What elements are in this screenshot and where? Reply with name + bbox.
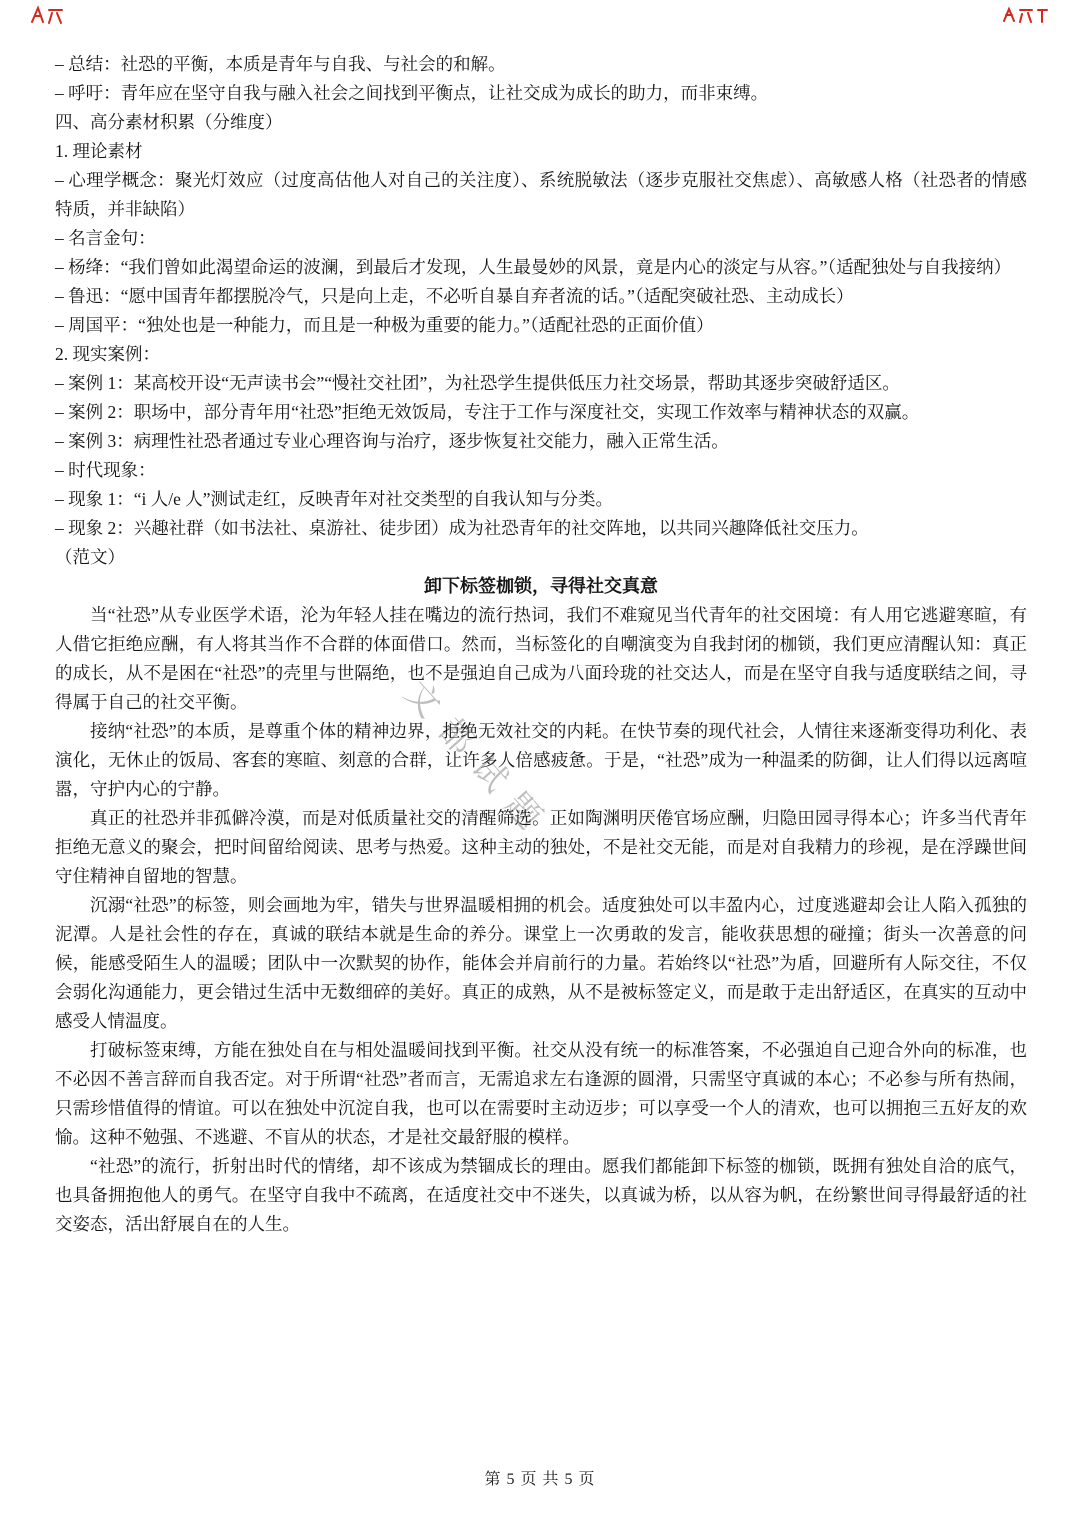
page-footer: 第 5 页 共 5 页 (484, 1471, 596, 1488)
outline-line-trends-label: – 时代现象： (55, 460, 156, 480)
subheading-cases: 2. 现实案例： (55, 344, 160, 364)
essay-label: （范文） (55, 547, 125, 567)
essay-paragraph-6: “社恐”的流行，折射出时代的情绪，却不该成为禁锢成长的理由。愿我们都能卸下标签的枷锁，既拥有独处自洽的底气，也具备拥抱他人的勇气。在坚守自我中不疏离，在适度社交中不迷失，以真诚为桥，以从容为帆，在纷繁世间寻得最舒适的社交姿态，活出舒展自在的人生。 (55, 1156, 1027, 1234)
essay-paragraph-5: 打破标签束缚，方能在独处自在与相处温暖间找到平衡。社交从没有统一的标准答案，不必强迫自己迎合外向的标准，也不必因不善言辞而自我否定。对于所谓“社恐”者而言，无需追求左右逢源的圆滑，只需坚守真诚的本心；不必参与所有热闹，只需珍惜值得的情谊。可以在独处中沉淀自我，也可以在需要时主动迈步；可以享受一个人的清欢，也可以拥抱三五好友的欢愉。这种不勉强、不逃避、不盲从的状态，才是社交最舒服的模样。 (55, 1040, 1027, 1147)
essay-paragraph-4: 沉溺“社恐”的标签，则会画地为牢，错失与世界温暖相拥的机会。适度独处可以丰盈内心，过度逃避却会让人陷入孤独的泥潭。人是社会性的存在，真诚的联结本就是生命的养分。课堂上一次勇敢的发言，能收获思想的碰撞；街头一次善意的问候，能感受陌生人的温暖；团队中一次默契的协作，能体会并肩前行的力量。若始终以“社恐”为盾，回避所有人际交往，不仅会弱化沟通能力，更会错过生活中无数细碎的美好。真正的成熟，从不是被标签定义，而是敢于走出舒适区，在真实的互动中感受人情温度。 (55, 895, 1027, 1031)
red-stamp-mark-right-icon (1000, 4, 1050, 33)
essay-paragraph-2: 接纳“社恐”的本质，是尊重个体的精神边界，拒绝无效社交的内耗。在快节奏的现代社会，人情往来逐渐变得功利化、表演化，无休止的饭局、客套的寒暄、刻意的合群，让许多人倍感疲惫。于是，“社恐”成为一种温柔的防御，让人们得以远离喧嚣，守护内心的宁静。 (55, 721, 1027, 799)
outline-line-quote-zhouguoping: – 周国平：“独处也是一种能力，而且是一种极为重要的能力。”（适配社恐的正面价值） (55, 315, 714, 335)
outline-line-trend1: – 现象 1：“i 人/e 人”测试走红，反映青年对社交类型的自我认知与分类。 (55, 489, 614, 509)
outline-line-summary: – 总结：社恐的平衡，本质是青年与自我、与社会的和解。 (55, 54, 506, 74)
essay-paragraph-1: 当“社恐”从专业医学术语，沦为年轻人挂在嘴边的流行热词，我们不难窥见当代青年的社交困境：有人用它逃避寒暄，有人借它拒绝应酬，有人将其当作不合群的体面借口。然而，当标签化的自嘲演变为自我封闭的枷锁，我们更应清醒认知：真正的成长，从不是困在“社恐”的壳里与世隔绝，也不是强迫自己成为八面玲珑的社交达人，而是在坚守自我与适度联结之间，寻得属于自己的社交平衡。 (55, 605, 1027, 712)
outline-line-quote-yangjiang: – 杨绛：“我们曾如此渴望命运的波澜，到最后才发现，人生最曼妙的风景，竟是内心的淡定与从容。”（适配独处与自我接纳） (55, 257, 1012, 277)
watermark: 文都试题 (397, 674, 559, 849)
subheading-theory: 1. 理论素材 (55, 141, 143, 161)
outline-line-case2: – 案例 2：职场中，部分青年用“社恐”拒绝无效饭局，专注于工作与深度社交，实现工作效率与精神状态的双赢。 (55, 402, 920, 422)
document-content (55, 50, 1027, 1239)
outline-line-case3: – 案例 3：病理性社恐者通过专业心理咨询与治疗，逐步恢复社交能力，融入正常生活。 (55, 431, 729, 451)
outline-line-quote-luxun: – 鲁迅：“愿中国青年都摆脱冷气，只是向上走，不必听自暴自弃者流的话。”（适配突破社恐、主动成长） (55, 286, 854, 306)
outline-line-quotes-label: – 名言金句： (55, 228, 156, 248)
outline-line-case1: – 案例 1：某高校开设“无声读书会”“慢社交社团”，为社恐学生提供低压力社交场景，帮助其逐步突破舒适区。 (55, 373, 900, 393)
outline-line-appeal: – 呼吁：青年应在坚守自我与融入社会之间找到平衡点，让社交成为成长的助力，而非束缚。 (55, 83, 769, 103)
essay-title: 卸下标签枷锁，寻得社交真意 (424, 576, 658, 596)
section-heading-materials: 四、高分素材积累（分维度） (55, 112, 283, 132)
red-stamp-mark-left-icon (28, 4, 66, 33)
outline-line-psychology: – 心理学概念：聚光灯效应（过度高估他人对自己的关注度）、系统脱敏法（逐步克服社交焦虑）、高敏感人格（社恐者的情感特质，并非缺陷） (55, 170, 1027, 219)
outline-line-trend2: – 现象 2：兴趣社群（如书法社、桌游社、徒步团）成为社恐青年的社交阵地，以共同兴趣降低社交压力。 (55, 518, 869, 538)
essay-paragraph-3: 真正的社恐并非孤僻冷漠，而是对低质量社交的清醒筛选。正如陶渊明厌倦官场应酬，归隐田园寻得本心；许多当代青年拒绝无意义的聚会，把时间留给阅读、思考与热爱。这种主动的独处，不是社交无能，而是对自我精力的珍视，是在浮躁世间守住精神自留地的智慧。 (55, 808, 1027, 886)
